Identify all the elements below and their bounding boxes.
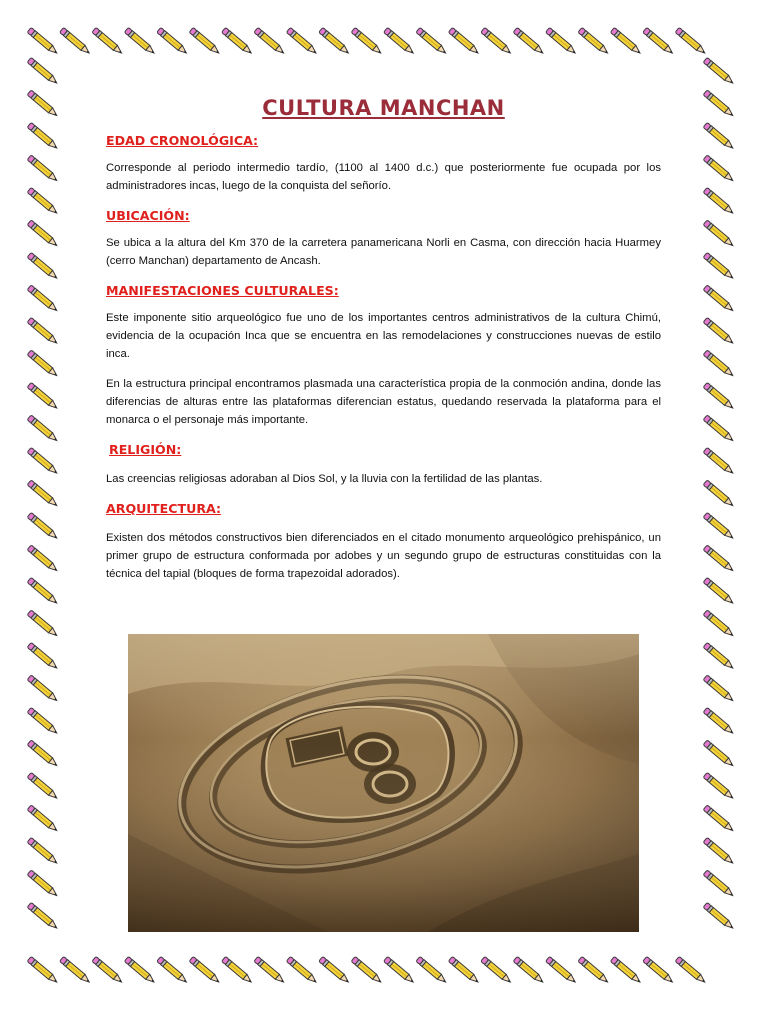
pencil-icon: [675, 956, 707, 984]
pencil-icon: [27, 740, 59, 768]
paragraph-manifestaciones-2: En la estructura principal encontramos plasmada una característica propia de la conmoción andina, donde las diferencias de alturas entre las plataformas diferencian estatus, quedando reservada la plataforma para el monarca o el personaje más importante.: [106, 378, 661, 426]
pencil-icon: [27, 27, 59, 55]
pencil-icon: [59, 27, 91, 55]
pencil-icon: [481, 956, 513, 984]
pencil-icon: [610, 27, 642, 55]
pencil-icon: [703, 577, 735, 605]
pencil-icon: [27, 90, 59, 118]
pencil-icon: [189, 27, 221, 55]
pencil-icon: [254, 956, 286, 984]
heading-ubicacion: UBICACIÓN:: [106, 208, 190, 223]
pencil-icon: [703, 90, 735, 118]
paragraph-religion: Las creencias religiosas adoraban al Dios Sol, y la lluvia con la fertilidad de las plantas.: [106, 473, 543, 485]
pencil-icon: [481, 27, 513, 55]
pencil-icon: [27, 837, 59, 865]
pencil-icon: [703, 610, 735, 638]
pencil-icon: [27, 870, 59, 898]
pencil-icon: [27, 545, 59, 573]
pencil-icon: [27, 187, 59, 215]
section-arquitectura: [106, 500, 661, 583]
pencil-icon: [703, 805, 735, 833]
pencil-icon: [27, 382, 59, 410]
pencil-icon: [27, 285, 59, 313]
pencil-icon: [27, 956, 59, 984]
pencil-icon: [189, 956, 221, 984]
pencil-icon: [643, 27, 675, 55]
pencil-icon: [703, 740, 735, 768]
page-title: CULTURA MANCHAN: [262, 96, 505, 120]
pencil-icon: [27, 220, 59, 248]
heading-arquitectura: ARQUITECTURA:: [106, 501, 222, 516]
pencil-icon: [513, 27, 545, 55]
pencil-icon: [383, 956, 415, 984]
pencil-icon: [703, 285, 735, 313]
pencil-icon: [27, 512, 59, 540]
pencil-icon: [27, 155, 59, 183]
pencil-icon: [27, 415, 59, 443]
pencil-icon: [513, 956, 545, 984]
heading-edad-cronologica: EDAD CRONOLÓGICA:: [106, 133, 259, 148]
pencil-icon: [703, 317, 735, 345]
pencil-icon: [578, 956, 610, 984]
pencil-icon: [27, 642, 59, 670]
section-manifestaciones: [106, 282, 661, 429]
pencil-icon: [578, 27, 610, 55]
pencil-icon: [703, 382, 735, 410]
pencil-icon: [124, 27, 156, 55]
pencil-icon: [416, 27, 448, 55]
pencil-icon: [27, 480, 59, 508]
section-edad: [106, 132, 661, 195]
pencil-icon: [703, 220, 735, 248]
pencil-icon: [124, 956, 156, 984]
pencil-icon: [703, 155, 735, 183]
paragraph-edad: Corresponde al periodo intermedio tardío, (1100 al 1400 d.c.) que posteriormente fue ocupada por los administradores incas, luego de la conquista del señorío.: [106, 162, 661, 192]
pencil-icon: [27, 707, 59, 735]
pencil-icon: [157, 956, 189, 984]
pencil-icon: [27, 902, 59, 930]
pencil-icon: [319, 956, 351, 984]
pencil-icon: [703, 675, 735, 703]
pencil-icon: [92, 956, 124, 984]
pencil-icon: [59, 956, 91, 984]
pencil-icon: [319, 27, 351, 55]
pencil-icon: [545, 27, 577, 55]
pencil-icon: [703, 512, 735, 540]
pencil-icon: [27, 252, 59, 280]
section-religion: [106, 441, 661, 488]
pencil-icon: [643, 956, 675, 984]
pencil-icon: [703, 187, 735, 215]
pencil-icon: [27, 447, 59, 475]
pencil-icon: [703, 837, 735, 865]
pencil-icon: [703, 57, 735, 85]
section-ubicacion: [106, 207, 661, 270]
pencil-icon: [703, 415, 735, 443]
pencil-icon: [703, 545, 735, 573]
pencil-icon: [286, 956, 318, 984]
pencil-icon: [27, 805, 59, 833]
pencil-icon: [27, 610, 59, 638]
pencil-icon: [703, 122, 735, 150]
paragraph-ubicacion: Se ubica a la altura del Km 370 de la carretera panamericana Norli en Casma, con dirección hacia Huarmey (cerro Manchan) departamento de Ancash.: [106, 237, 661, 267]
pencil-icon: [610, 956, 642, 984]
pencil-icon: [254, 27, 286, 55]
pencil-icon: [703, 642, 735, 670]
paragraph-manifestaciones-1: Este imponente sitio arqueológico fue uno de los importantes centros administrativos de la cultura Chimú, evidencia de la ocupación Inca que se encuentra en las remodelaciones y construcciones nuevas de estilo inca.: [106, 312, 661, 360]
pencil-icon: [27, 122, 59, 150]
pencil-icon: [703, 707, 735, 735]
document-body: [106, 92, 661, 583]
pencil-icon: [448, 956, 480, 984]
pencil-icon: [221, 956, 253, 984]
pencil-icon: [351, 956, 383, 984]
heading-manifestaciones-culturales: MANIFESTACIONES CULTURALES:: [106, 283, 339, 298]
pencil-icon: [27, 350, 59, 378]
pencil-icon: [27, 675, 59, 703]
pencil-icon: [448, 27, 480, 55]
pencil-icon: [703, 350, 735, 378]
paragraph-arquitectura: Existen dos métodos constructivos bien diferenciados en el citado monumento arqueológico prehispánico, un primer grupo de estructura conformada por adobes y un segundo grupo de estructuras constituidas con la técnica del tapial (bloques de forma trapezoidal adorados).: [106, 532, 661, 580]
pencil-icon: [157, 27, 189, 55]
pencil-icon: [27, 317, 59, 345]
pencil-icon: [383, 27, 415, 55]
pencil-icon: [545, 956, 577, 984]
pencil-icon: [703, 772, 735, 800]
pencil-icon: [27, 57, 59, 85]
pencil-icon: [703, 480, 735, 508]
pencil-icon: [286, 27, 318, 55]
heading-religion: RELIGIÓN:: [109, 442, 182, 457]
pencil-icon: [351, 27, 383, 55]
archaeological-site-photo: [128, 634, 639, 932]
pencil-icon: [221, 27, 253, 55]
pencil-icon: [703, 447, 735, 475]
pencil-icon: [703, 870, 735, 898]
pencil-icon: [703, 252, 735, 280]
pencil-icon: [703, 902, 735, 930]
pencil-icon: [416, 956, 448, 984]
pencil-icon: [675, 27, 707, 55]
pencil-icon: [92, 27, 124, 55]
pencil-icon: [27, 772, 59, 800]
pencil-icon: [27, 577, 59, 605]
